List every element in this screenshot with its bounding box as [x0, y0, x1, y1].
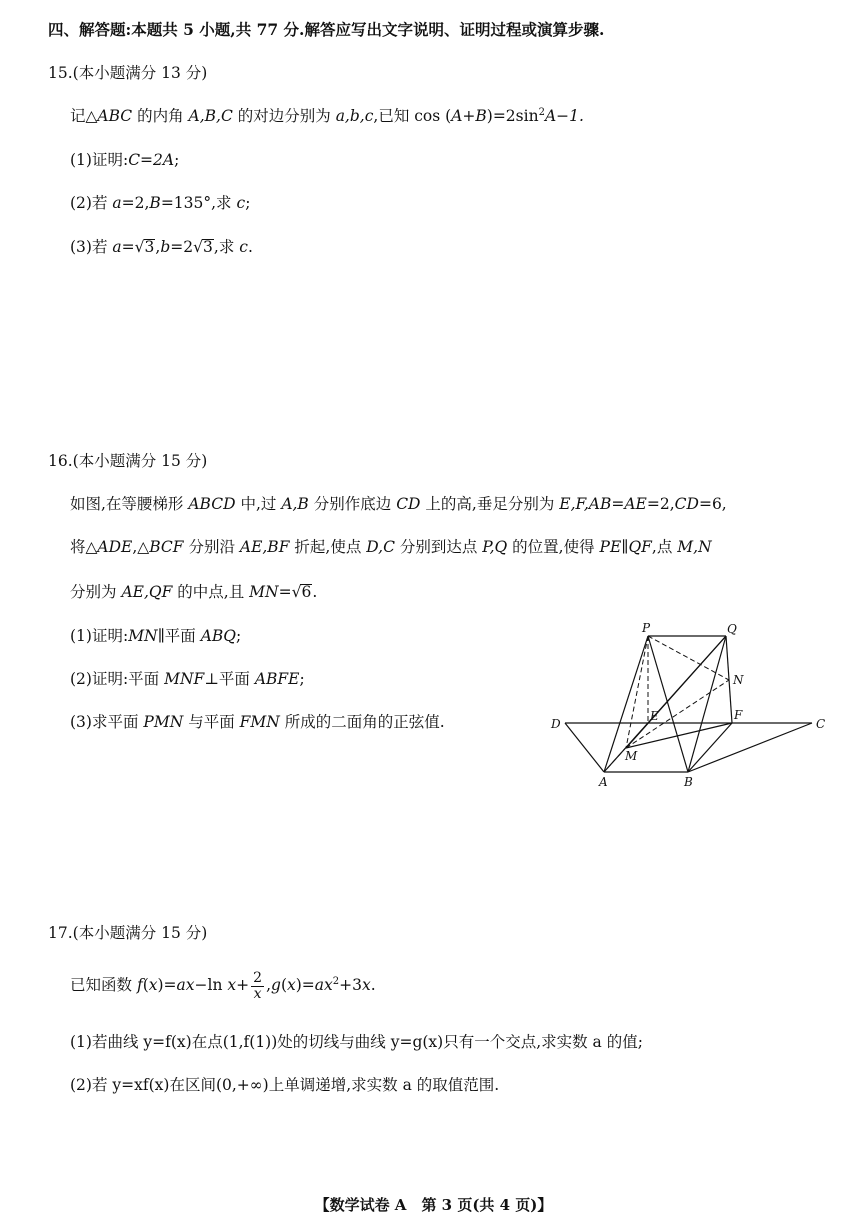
q16-geometry-figure: [550, 620, 840, 795]
q15-part-1: (1)证明:C=2A;: [70, 151, 180, 169]
q17-part-2: (2)若 y=xf(x)在区间(0,+∞)上单调递增,求实数 a 的取值范围.: [70, 1076, 500, 1094]
q15-stem: 记△ABC 的内角 A,B,C 的对边分别为 a,b,c,已知 $\cos (A+B)=2\sin^2A-1$.: [70, 106, 584, 125]
section-header: 四、解答题:本题共 5 小题,共 77 分.解答应写出文字说明、证明过程或演算步骤.: [48, 20, 605, 39]
edge-DA: [565, 723, 604, 772]
q16-stem-line-2: 将△ADE,△BCF 分别沿 AE,BF 折起,使点 D,C 分别到达点 P,Q 的位置,使得 PE∥QF,点 M,N: [70, 538, 712, 556]
label-N: N: [733, 673, 744, 687]
q16-stem-line-1: 如图,在等腰梯形 ABCD 中,过 A,B 分别作底边 CD 上的高,垂足分别为 E,F,AB=AE=2,CD=6,: [70, 495, 727, 513]
q17-stem: 已知函数 f(x)=ax−ln x+ $\frac{2}{x}$ $,g(x)=ax^2+3x$.: [70, 969, 376, 1002]
q16-part-3: (3)求平面 PMN 与平面 FMN 所成的二面角的正弦值.: [70, 713, 445, 731]
page-footer: 【数学试卷 A 第 3 页(共 4 页)】: [314, 1196, 553, 1214]
label-F: F: [734, 708, 743, 722]
label-D: D: [551, 717, 561, 731]
q17-part-1: (1)若曲线 y=f(x)在点(1,f(1))处的切线与曲线 y=g(x)只有一个交点,求实数 a 的值;: [70, 1033, 643, 1051]
fraction-2-over-x: $\frac{2}{x}$: [253, 969, 263, 1002]
edge-PB: [648, 636, 688, 772]
label-B: B: [684, 775, 693, 789]
q15-heading: 15.(本小题满分 13 分): [48, 64, 208, 82]
q16-part-1: (1)证明:MN∥平面 ABQ;: [70, 627, 242, 645]
q16-part-2: (2)证明:平面 MNF⊥平面 ABFE;: [70, 670, 305, 688]
q16-heading: 16.(本小题满分 15 分): [48, 452, 208, 470]
label-P: P: [642, 621, 651, 635]
label-E: E: [650, 709, 659, 723]
label-Q: Q: [727, 622, 737, 636]
label-A: A: [599, 775, 608, 789]
q17-heading: 17.(本小题满分 15 分): [48, 924, 208, 942]
edge-BC: [688, 723, 812, 772]
label-C: C: [816, 717, 826, 731]
edge-MF: [626, 723, 732, 748]
q15-part-2: (2)若 a=2,B=135°,求 c;: [70, 194, 251, 212]
q15-part-3: (3)若 a=√3,b=2√3,求 c.: [70, 238, 253, 256]
label-M: M: [625, 749, 638, 763]
q16-stem-line-3: 分别为 AE,QF 的中点,且 MN=√6.: [70, 583, 318, 601]
edge-PN-dashed: [648, 636, 729, 680]
